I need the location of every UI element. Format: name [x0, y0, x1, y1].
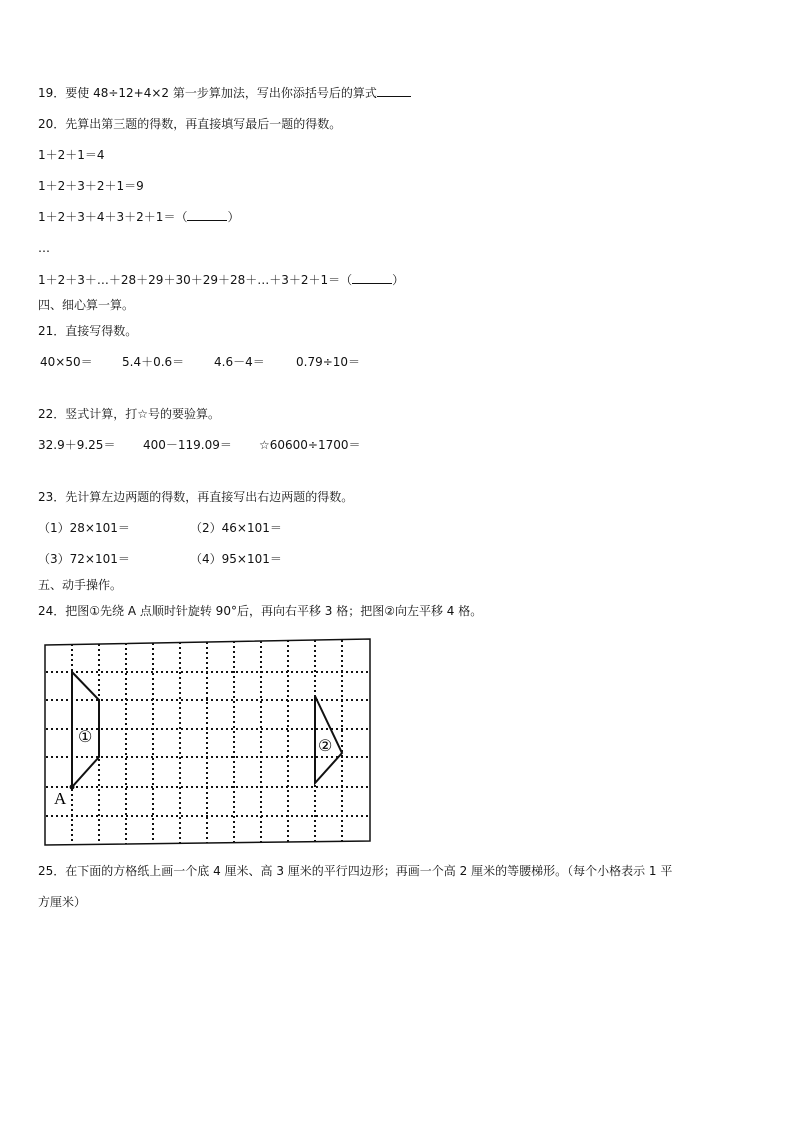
answer-blank[interactable] — [377, 84, 411, 97]
question-25-line-2: 方厘米） — [38, 895, 87, 909]
calc-item: （2）46×101＝ — [190, 521, 282, 535]
question-21-items — [40, 354, 360, 370]
point-a — [70, 785, 75, 790]
point-a-label: A — [54, 789, 67, 808]
question-20-text: 20．先算出第三题的得数，再直接填写最后一题的得数。 — [38, 117, 342, 131]
calc-item: 5.4＋0.6＝ — [122, 355, 185, 369]
question-24-text: 24．把图①先绕 A 点顺时针旋转 90°后，再向右平移 3 格；把图②向左平移 4 格。 — [38, 604, 483, 618]
equation-3-close: ） — [227, 210, 240, 224]
ellipsis: … — [38, 241, 50, 255]
question-23-text: 23．先计算左边两题的得数，再直接写出右边两题的得数。 — [38, 490, 354, 504]
question-22-text: 22．竖式计算，打☆号的要验算。 — [38, 407, 221, 421]
question-22-items — [38, 437, 361, 453]
figure-2-label: ② — [318, 738, 333, 755]
question-23-row-2 — [38, 551, 282, 567]
calc-item: （1）28×101＝ — [38, 521, 130, 535]
equation-4-text: 1＋2＋3＋…＋28＋29＋30＋29＋28＋…＋3＋2＋1＝（ — [38, 273, 353, 287]
calc-item: （3）72×101＝ — [38, 552, 130, 566]
dotted-grid-figure — [44, 637, 376, 847]
equation-4 — [38, 271, 404, 288]
answer-blank[interactable] — [352, 271, 392, 284]
equation-3 — [38, 208, 239, 225]
equation-1: 1＋2＋1＝4 — [38, 148, 105, 162]
figure-1-label: ① — [78, 729, 93, 746]
question-25-line-1: 25．在下面的方格纸上画一个底 4 厘米、高 3 厘米的平行四边形；再画一个高 2 厘米的等腰梯形。（每个小格表示 1 平 — [38, 864, 673, 878]
question-21-text: 21．直接写得数。 — [38, 324, 138, 338]
calc-item: 4.6－4＝ — [214, 355, 265, 369]
calc-item: 32.9＋9.25＝ — [38, 438, 116, 452]
question-19-text: 19．要使 48÷12+4×2 第一步算加法，写出你添括号后的算式 — [38, 86, 377, 100]
calc-item: 40×50＝ — [40, 355, 93, 369]
section-4-heading: 四、细心算一算。 — [38, 298, 135, 312]
calc-item: 0.79÷10＝ — [296, 355, 361, 369]
question-23-row-1 — [38, 520, 282, 536]
section-5-heading: 五、动手操作。 — [38, 578, 123, 592]
equation-4-close: ） — [392, 273, 405, 287]
equation-2: 1＋2＋3＋2＋1＝9 — [38, 179, 144, 193]
equation-3-text: 1＋2＋3＋4＋3＋2＋1＝（ — [38, 210, 188, 224]
calc-item: 400－119.09＝ — [143, 438, 232, 452]
question-19 — [38, 84, 411, 101]
calc-item: （4）95×101＝ — [190, 552, 282, 566]
answer-blank[interactable] — [187, 208, 227, 221]
calc-item: ☆60600÷1700＝ — [259, 438, 361, 452]
